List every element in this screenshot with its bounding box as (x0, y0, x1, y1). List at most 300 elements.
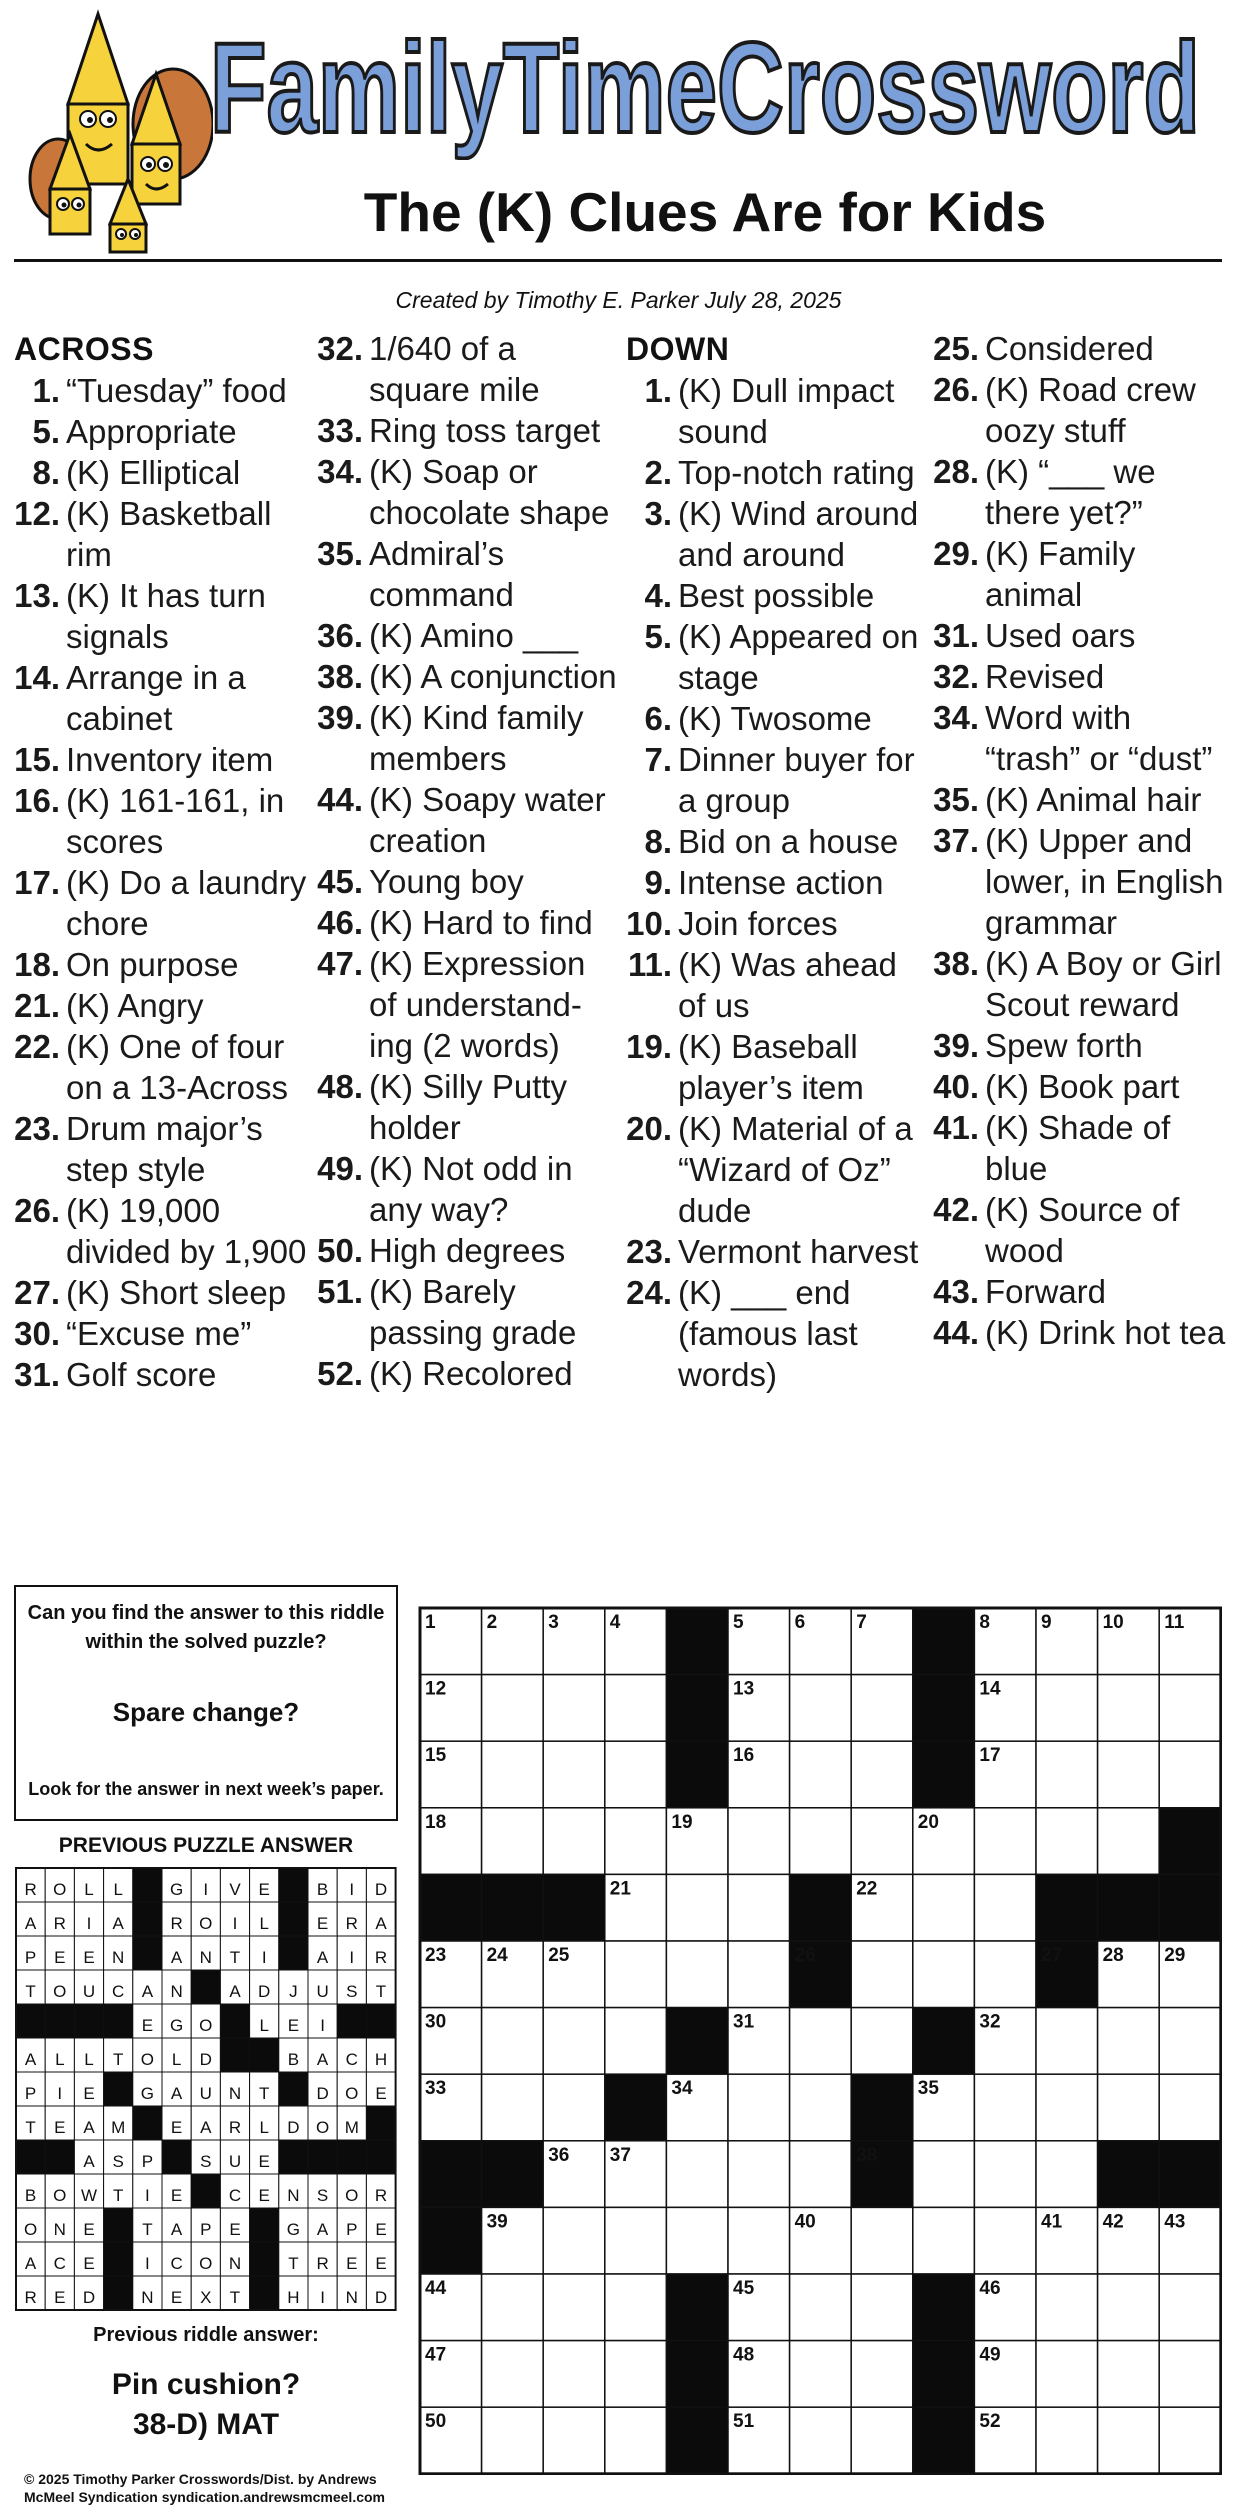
clue-text: (K) Appeared on stage (678, 618, 919, 696)
down-clue[interactable] (933, 451, 1233, 533)
grid-cell[interactable] (1036, 2341, 1098, 2408)
answer-letter: R (53, 1914, 66, 1933)
grid-cell[interactable] (1098, 1675, 1160, 1742)
black-square (1159, 2141, 1221, 2208)
down-clue[interactable] (933, 1066, 1233, 1107)
grid-cell[interactable] (605, 2008, 667, 2075)
grid-cell[interactable] (543, 2207, 605, 2274)
cell-number: 48 (733, 2344, 755, 2366)
clue-number: 21. (14, 987, 60, 1024)
grid-cell[interactable] (1036, 2274, 1098, 2341)
clue-number: 32. (933, 658, 979, 695)
answer-letter: L (84, 2050, 94, 2069)
clue-text: (K) Hard to find (369, 904, 593, 941)
clue-text: (K) Animal hair (985, 781, 1202, 818)
down-clue[interactable] (933, 328, 1233, 369)
across-clue[interactable] (317, 451, 617, 533)
grid-cell[interactable] (666, 2207, 728, 2274)
grid-cell[interactable] (790, 2008, 852, 2075)
down-clue[interactable] (626, 862, 931, 903)
across-clue[interactable] (14, 657, 314, 739)
across-column-1 (14, 328, 314, 1395)
clue-text: (K) Upper and lower, in English grammar (985, 822, 1224, 941)
down-clue[interactable] (626, 698, 931, 739)
grid-cell[interactable] (605, 2207, 667, 2274)
answer-letter: P (24, 1948, 37, 1967)
grid-cell[interactable] (913, 1874, 975, 1941)
clue-number: 19. (626, 1028, 672, 1065)
answer-letter: T (25, 2118, 36, 2137)
crossword-grid[interactable] (418, 1606, 1222, 2475)
answer-letter: S (316, 2186, 329, 2205)
grid-cell[interactable] (543, 2341, 605, 2408)
down-clue[interactable] (626, 493, 931, 575)
clue-number: 5. (32, 413, 60, 450)
grid-cell[interactable] (1159, 1741, 1221, 1808)
answer-letter: D (258, 1982, 271, 2001)
black-square (420, 1874, 482, 1941)
across-clue[interactable] (317, 1066, 617, 1148)
grid-cell[interactable] (605, 1741, 667, 1808)
grid-cell[interactable] (1098, 1741, 1160, 1808)
down-clue[interactable] (933, 615, 1233, 656)
down-clue[interactable] (933, 656, 1233, 697)
down-clue[interactable] (626, 944, 931, 1026)
grid-cell[interactable] (1036, 2074, 1098, 2141)
grid-cell[interactable] (851, 2207, 913, 2274)
across-clue[interactable] (317, 1230, 617, 1271)
cell-number: 18 (425, 1811, 447, 1833)
grid-cell[interactable] (543, 2407, 605, 2474)
grid-cell[interactable] (851, 2407, 913, 2474)
across-clue[interactable] (14, 452, 314, 493)
clue-text: Forward (985, 1273, 1107, 1310)
grid-cell[interactable] (605, 1675, 667, 1742)
clue-text: (K) Road crew oozy stuff (985, 371, 1196, 449)
black-square (16, 2004, 45, 2038)
header (0, 0, 1237, 313)
grid-cell[interactable] (1098, 2274, 1160, 2341)
answer-letter: T (113, 2186, 124, 2205)
clue-text: (K) Barely passing grade (369, 1273, 577, 1351)
black-square (1159, 1874, 1221, 1941)
answer-letter: A (316, 2050, 329, 2069)
grid-cell[interactable] (851, 1675, 913, 1742)
across-clue[interactable] (14, 862, 314, 944)
grid-cell[interactable] (543, 1808, 605, 1875)
down-clue[interactable] (626, 370, 931, 452)
across-clue[interactable] (14, 739, 314, 780)
grid-cell[interactable] (1098, 2008, 1160, 2075)
grid-cell[interactable] (666, 1941, 728, 2008)
across-clue[interactable] (317, 779, 617, 861)
black-square (913, 2341, 975, 2408)
clue-text: (K) Baseball player’s item (678, 1028, 864, 1106)
cell-number: 19 (671, 1811, 693, 1833)
clue-text: (K) Not odd in any way? (369, 1150, 573, 1228)
down-clue[interactable] (626, 1108, 931, 1231)
clue-text: Admiral’s command (369, 535, 514, 613)
header-divider (14, 259, 1222, 262)
grid-cell[interactable] (1036, 2407, 1098, 2474)
across-clue[interactable] (14, 575, 314, 657)
grid-cell[interactable] (1098, 2341, 1160, 2408)
grid-cell[interactable] (851, 1941, 913, 2008)
clue-number: 24. (626, 1274, 672, 1311)
riddle-question: Can you find the answer to this riddle within the solved puzzle? (27, 1602, 385, 1653)
grid-cell[interactable] (851, 2008, 913, 2075)
clue-number: 4. (644, 577, 672, 614)
cell-number: 3 (548, 1612, 559, 1633)
across-clue[interactable] (14, 411, 314, 452)
grid-cell[interactable] (851, 1741, 913, 1808)
clue-text: (K) 161-161, in scores (66, 782, 285, 860)
grid-cell[interactable] (974, 1808, 1036, 1875)
grid-cell[interactable] (482, 2008, 544, 2075)
cell-number: 13 (733, 1678, 755, 1700)
down-clue[interactable] (626, 821, 931, 862)
grid-cell[interactable] (728, 1874, 790, 1941)
down-clue[interactable] (933, 1025, 1233, 1066)
grid-cell[interactable] (605, 2274, 667, 2341)
across-clue[interactable] (14, 370, 314, 411)
down-clue[interactable] (626, 739, 931, 821)
answer-letter: I (57, 2084, 63, 2103)
answer-letter: R (170, 1914, 183, 1933)
down-clue[interactable] (626, 903, 931, 944)
down-clue[interactable] (933, 533, 1233, 615)
black-square (279, 1868, 308, 1902)
down-clue[interactable] (933, 1107, 1233, 1189)
grid-cell[interactable] (974, 1941, 1036, 2008)
across-clue[interactable] (14, 1354, 314, 1395)
answer-letter: R (24, 1880, 37, 1899)
across-clue[interactable] (14, 1026, 314, 1108)
answer-letter: C (345, 2050, 358, 2069)
answer-letter: I (145, 2254, 150, 2273)
across-clue[interactable] (317, 1271, 617, 1353)
grid-cell[interactable] (974, 1874, 1036, 1941)
answer-letter: O (53, 2186, 67, 2205)
black-square (133, 1902, 162, 1936)
answer-letter: M (344, 2118, 359, 2137)
down-heading: DOWN (626, 331, 730, 367)
clue-number: 28. (933, 453, 979, 490)
down-clue[interactable] (933, 1189, 1233, 1271)
cell-number: 41 (1041, 2211, 1063, 2233)
clue-text: (K) Elliptical (66, 454, 241, 491)
across-clue[interactable] (317, 410, 617, 451)
grid-cell[interactable] (790, 1808, 852, 1875)
grid-cell[interactable] (605, 1808, 667, 1875)
answer-letter: E (229, 2220, 241, 2239)
grid-cell[interactable] (543, 2008, 605, 2075)
clue-number: 47. (317, 945, 363, 982)
down-clue[interactable] (933, 779, 1233, 820)
grid-cell[interactable] (666, 1874, 728, 1941)
grid-cell[interactable] (790, 2074, 852, 2141)
grid-cell[interactable] (790, 2141, 852, 2208)
cell-number: 6 (794, 1612, 806, 1633)
answer-letter: E (170, 2186, 183, 2205)
answer-letter: N (345, 2288, 358, 2307)
grid-cell[interactable] (1036, 1741, 1098, 1808)
black-square (913, 1608, 975, 1675)
grid-cell[interactable] (1159, 2008, 1221, 2075)
across-clue[interactable] (317, 328, 617, 410)
black-square (420, 2141, 482, 2208)
answer-letter: O (199, 2016, 213, 2035)
answer-letter: D (82, 2288, 96, 2307)
answer-letter: D (199, 2050, 212, 2069)
answer-letter: A (200, 2118, 212, 2137)
across-clue[interactable] (14, 1108, 314, 1190)
grid-cell[interactable] (1098, 2074, 1160, 2141)
down-clue[interactable] (626, 1026, 931, 1108)
cell-number: 40 (794, 2211, 816, 2233)
grid-cell[interactable] (790, 1675, 852, 1742)
clue-number: 44. (317, 781, 363, 818)
answer-letter: G (140, 2084, 155, 2103)
answer-letter: N (199, 1948, 212, 1967)
clue-text: Intense action (678, 864, 884, 901)
down-clue[interactable] (626, 1231, 931, 1272)
answer-letter: I (145, 2186, 150, 2205)
down-clue[interactable] (626, 1272, 931, 1395)
grid-cell[interactable] (851, 1808, 913, 1875)
grid-cell[interactable] (1036, 1675, 1098, 1742)
grid-cell[interactable] (913, 2141, 975, 2208)
black-square (250, 2242, 279, 2276)
grid-cell[interactable] (1036, 2141, 1098, 2208)
down-clue[interactable] (626, 452, 931, 493)
across-clue[interactable] (14, 1313, 314, 1354)
across-clue[interactable] (317, 656, 617, 697)
down-clue[interactable] (933, 369, 1233, 451)
black-square (366, 2140, 395, 2174)
answer-letter: O (315, 2118, 330, 2137)
previous-riddle-answer: 38-D) MAT (132, 2408, 280, 2441)
grid-cell[interactable] (605, 2407, 667, 2474)
down-clue[interactable] (626, 575, 931, 616)
clue-text: (K) It has turn signals (66, 577, 266, 655)
answer-letter: E (54, 2118, 66, 2137)
across-clue[interactable] (317, 943, 617, 1066)
grid-cell[interactable] (790, 1741, 852, 1808)
byline: Created by Timothy E. Parker July 28, 2025 (395, 287, 842, 313)
grid-cell[interactable] (974, 2074, 1036, 2141)
down-column-2 (933, 328, 1233, 1353)
answer-letter: T (229, 1948, 241, 1967)
down-clue[interactable] (933, 820, 1233, 943)
grid-cell[interactable] (790, 2274, 852, 2341)
clue-number: 49. (317, 1150, 363, 1187)
answer-letter: P (141, 2152, 154, 2171)
grid-cell[interactable] (851, 2274, 913, 2341)
clue-number: 2. (644, 454, 672, 491)
across-clue[interactable] (317, 615, 617, 656)
across-clue[interactable] (14, 985, 314, 1026)
title-text: FamilyTimeCrossword (210, 17, 1200, 160)
grid-cell[interactable] (1159, 2341, 1221, 2408)
clue-number: 34. (317, 453, 363, 490)
answer-letter: N (228, 2254, 242, 2273)
across-clue[interactable] (14, 493, 314, 575)
down-clue[interactable] (626, 616, 931, 698)
down-clue[interactable] (933, 943, 1233, 1025)
answer-letter: I (86, 1914, 92, 1933)
clue-number: 20. (626, 1110, 672, 1147)
black-square (104, 2242, 133, 2276)
cell-number: 7 (856, 1612, 867, 1633)
clue-text: (K) Material of a “Wizard of Oz” dude (678, 1110, 913, 1229)
answer-letter: I (320, 2016, 325, 2035)
cell-number: 8 (979, 1612, 990, 1633)
grid-cell[interactable] (1159, 2274, 1221, 2341)
answer-letter: L (259, 2016, 269, 2035)
answer-letter: A (170, 2084, 183, 2103)
grid-cell[interactable] (482, 2341, 544, 2408)
grid-cell[interactable] (1159, 2074, 1221, 2141)
clue-number: 48. (317, 1068, 363, 1105)
across-clue[interactable] (14, 1272, 314, 1313)
answer-letter: J (289, 1982, 298, 2001)
grid-cell[interactable] (482, 2407, 544, 2474)
grid-cell[interactable] (974, 2207, 1036, 2274)
grid-cell[interactable] (1098, 2407, 1160, 2474)
answer-letter: O (23, 2220, 38, 2239)
black-square (220, 2004, 249, 2038)
cell-number: 17 (979, 1745, 1001, 1767)
answer-letter: S (346, 1982, 358, 2001)
grid-cell[interactable] (790, 2407, 852, 2474)
down-column-1 (626, 328, 931, 1395)
grid-cell[interactable] (913, 2207, 975, 2274)
clue-text: (K) Book part (985, 1068, 1180, 1105)
across-clue[interactable] (317, 902, 617, 943)
answer-letter: A (229, 1982, 241, 2001)
clue-number: 36. (317, 617, 363, 654)
clue-number: 29. (933, 535, 979, 572)
previous-riddle-question: Pin cushion? (111, 2368, 301, 2401)
grid-cell[interactable] (1036, 1808, 1098, 1875)
across-clue[interactable] (14, 780, 314, 862)
down-clue[interactable] (933, 1312, 1233, 1353)
answer-letter: C (112, 1982, 125, 2001)
answer-letter: N (228, 2084, 242, 2103)
down-clue[interactable] (933, 697, 1233, 779)
black-square (250, 2038, 279, 2072)
grid-cell[interactable] (790, 2341, 852, 2408)
answer-letter: B (287, 2050, 300, 2069)
answer-letter: C (228, 2186, 242, 2205)
answer-letter: A (170, 2220, 183, 2239)
cell-number: 23 (425, 1945, 447, 1966)
grid-cell[interactable] (974, 2141, 1036, 2208)
clue-number: 39. (933, 1027, 979, 1064)
grid-cell[interactable] (1159, 1675, 1221, 1742)
answer-letter: G (286, 2220, 301, 2239)
grid-cell[interactable] (728, 2141, 790, 2208)
grid-cell[interactable] (543, 2274, 605, 2341)
cell-number: 10 (1102, 1612, 1124, 1633)
clue-text: (K) Dull impact sound (678, 372, 895, 450)
grid-cell[interactable] (1098, 1808, 1160, 1875)
answer-letter: T (142, 2220, 153, 2239)
clue-number: 35. (317, 535, 363, 572)
grid-cell[interactable] (482, 2274, 544, 2341)
black-square (666, 1741, 728, 1808)
grid-cell[interactable] (728, 2207, 790, 2274)
answer-letter: D (374, 2288, 388, 2307)
clue-text: (K) Basketball rim (66, 495, 272, 573)
answer-letter: E (141, 2016, 154, 2035)
clue-text: (K) Recolored (369, 1355, 573, 1392)
across-clue[interactable] (317, 861, 617, 902)
answer-letter: A (170, 1948, 183, 1967)
cell-number: 1 (425, 1612, 436, 1633)
answer-letter: N (287, 2186, 300, 2205)
answer-letter: E (375, 2254, 387, 2273)
grid-cell[interactable] (728, 1941, 790, 2008)
grid-cell[interactable] (666, 2141, 728, 2208)
answer-letter: A (83, 2118, 95, 2137)
grid-cell[interactable] (482, 1741, 544, 1808)
clue-number: 5. (644, 618, 672, 655)
grid-cell[interactable] (851, 2341, 913, 2408)
grid-cell[interactable] (728, 1808, 790, 1875)
black-square (1036, 1874, 1098, 1941)
clue-text: On purpose (66, 946, 239, 983)
across-clue[interactable] (317, 697, 617, 779)
cell-number: 25 (548, 1945, 570, 1966)
grid-cell[interactable] (543, 1741, 605, 1808)
across-clue[interactable] (14, 944, 314, 985)
answer-letter: E (375, 2084, 387, 2103)
clue-number: 6. (644, 700, 672, 737)
grid-cell[interactable] (728, 2074, 790, 2141)
grid-cell[interactable] (482, 1808, 544, 1875)
answer-letter: E (83, 1948, 95, 1967)
clue-text: Drum major’s step style (66, 1110, 263, 1188)
across-clue[interactable] (317, 1353, 617, 1394)
grid-cell[interactable] (605, 2341, 667, 2408)
grid-cell[interactable] (482, 1675, 544, 1742)
grid-cell[interactable] (1036, 2008, 1098, 2075)
answer-letter: T (229, 2288, 241, 2307)
across-clue[interactable] (317, 533, 617, 615)
grid-cell[interactable] (543, 1675, 605, 1742)
answer-letter: C (170, 2254, 183, 2273)
black-square (250, 2276, 279, 2310)
answer-letter: B (24, 2186, 37, 2205)
answer-letter: T (288, 2254, 299, 2273)
grid-cell[interactable] (913, 1941, 975, 2008)
across-clue[interactable] (14, 1190, 314, 1272)
clue-text: (K) Wind around and around (678, 495, 919, 573)
answer-letter: L (113, 1880, 123, 1899)
clue-number: 1. (644, 372, 672, 409)
answer-letter: E (83, 2254, 95, 2273)
grid-cell[interactable] (1159, 2407, 1221, 2474)
clue-number: 43. (933, 1273, 979, 1310)
grid-cell[interactable] (605, 1941, 667, 2008)
down-clue[interactable] (933, 1271, 1233, 1312)
across-clue[interactable] (317, 1148, 617, 1230)
grid-cell[interactable] (482, 2074, 544, 2141)
grid-cell[interactable] (543, 2074, 605, 2141)
clue-text: Revised (985, 658, 1105, 695)
